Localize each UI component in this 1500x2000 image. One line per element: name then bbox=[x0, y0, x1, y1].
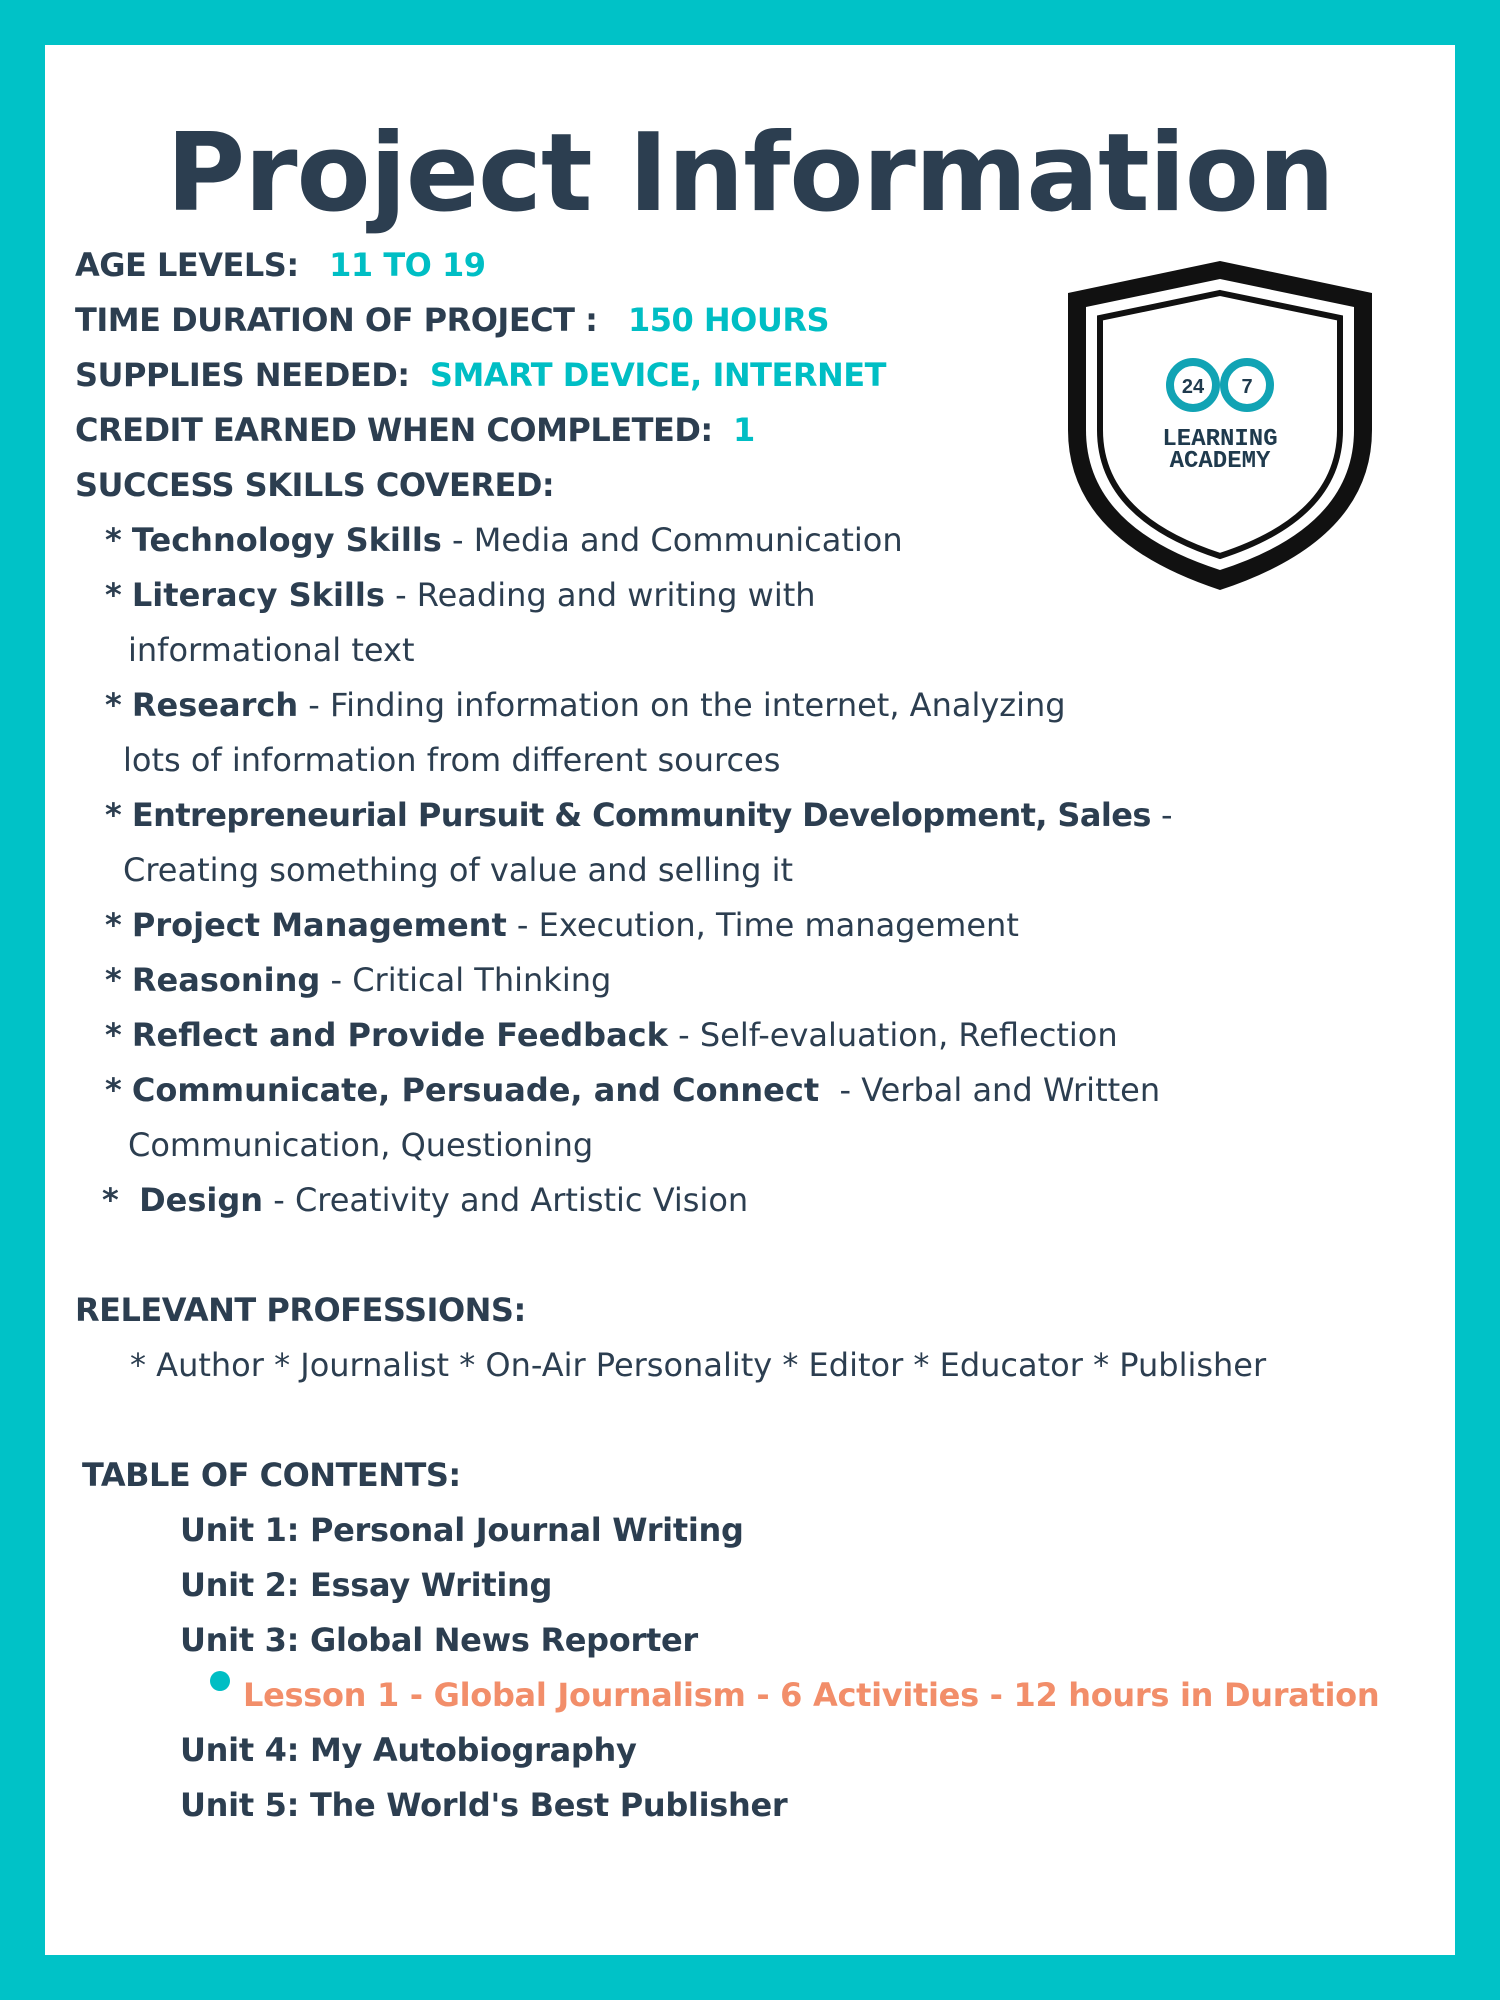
toc-unit: Unit 5: The World's Best Publisher bbox=[180, 1786, 788, 1824]
skill-description-continued: Communication, Questioning bbox=[128, 1126, 594, 1164]
skill-description: Critical Thinking bbox=[352, 961, 612, 999]
skill-bullet: * bbox=[102, 1181, 119, 1219]
toc-lesson: Lesson 1 - Global Journalism - 6 Activities - 12 hours in Duration bbox=[243, 1676, 1380, 1714]
skill-bullet: * bbox=[105, 521, 122, 559]
skill-description: Creativity and Artistic Vision bbox=[294, 1181, 749, 1219]
duration-label: TIME DURATION OF PROJECT : bbox=[75, 301, 598, 339]
skills-heading bbox=[75, 465, 554, 505]
skill-description: Reading and writing with bbox=[416, 576, 816, 614]
skill-name: Project Management bbox=[131, 906, 507, 944]
logo-number-left: 24 bbox=[1181, 376, 1205, 398]
duration-row bbox=[75, 300, 829, 340]
skill-item bbox=[105, 1015, 1118, 1055]
skill-name: Research bbox=[131, 686, 299, 724]
professions-heading-text: RELEVANT PROFESSIONS: bbox=[75, 1291, 526, 1329]
skill-item bbox=[105, 905, 1019, 945]
supplies-row bbox=[75, 355, 886, 395]
professions-heading bbox=[75, 1290, 526, 1330]
skill-separator: - bbox=[506, 906, 539, 944]
skill-description: Execution, Time management bbox=[538, 906, 1019, 944]
skill-item bbox=[105, 685, 1066, 725]
logo-text-line2: ACADEMY bbox=[1169, 448, 1271, 475]
credit-row bbox=[75, 410, 755, 450]
skill-description: Verbal and Written bbox=[861, 1071, 1161, 1109]
toc-unit: Unit 3: Global News Reporter bbox=[180, 1621, 698, 1659]
skill-name: Literacy Skills bbox=[131, 576, 385, 614]
logo-number-right: 7 bbox=[1241, 376, 1253, 398]
skill-bullet: * bbox=[105, 961, 122, 999]
supplies-label: SUPPLIES NEEDED: bbox=[75, 356, 410, 394]
skill-separator: - bbox=[298, 686, 331, 724]
skill-item bbox=[105, 1070, 1160, 1110]
logo-text-line1: LEARNING bbox=[1162, 426, 1278, 453]
supplies-value: SMART DEVICE, INTERNET bbox=[429, 356, 886, 394]
skill-separator: - bbox=[667, 1016, 700, 1054]
skill-item bbox=[105, 795, 1173, 835]
credit-label: CREDIT EARNED WHEN COMPLETED: bbox=[75, 411, 713, 449]
skill-description-continued: Creating something of value and selling it bbox=[123, 851, 794, 889]
skill-separator: - bbox=[263, 1181, 295, 1219]
skill-name: Entrepreneurial Pursuit & Community Development, Sales bbox=[131, 796, 1151, 834]
duration-value: 150 HOURS bbox=[627, 301, 830, 339]
skills-heading-text: SUCCESS SKILLS COVERED: bbox=[75, 466, 555, 504]
skill-name: Communicate, Persuade, and Connect bbox=[131, 1071, 820, 1109]
age-levels-value: 11 TO 19 bbox=[329, 246, 486, 284]
toc-unit: Unit 1: Personal Journal Writing bbox=[180, 1511, 744, 1549]
skill-item bbox=[105, 520, 903, 560]
skill-name: Technology Skills bbox=[131, 521, 442, 559]
skill-item bbox=[102, 1180, 748, 1220]
toc-unit: Unit 4: My Autobiography bbox=[180, 1731, 637, 1769]
skill-separator: - bbox=[320, 961, 353, 999]
document-frame bbox=[45, 45, 1455, 1955]
shield-logo-icon bbox=[1060, 255, 1380, 595]
toc-unit: Unit 2: Essay Writing bbox=[180, 1566, 553, 1604]
skill-description-continued: lots of information from different sources bbox=[123, 741, 781, 779]
toc-heading bbox=[82, 1455, 461, 1495]
skill-separator: - bbox=[441, 521, 474, 559]
skill-name: Reflect and Provide Feedback bbox=[131, 1016, 668, 1054]
age-levels-row bbox=[75, 245, 486, 285]
skill-bullet: * bbox=[105, 686, 122, 724]
skill-separator: - bbox=[1150, 796, 1173, 834]
page-title: Project Information bbox=[166, 111, 1334, 236]
skill-description: Finding information on the internet, Analyzing bbox=[330, 686, 1066, 724]
skill-bullet: * bbox=[105, 1016, 122, 1054]
skill-bullet: * bbox=[105, 796, 122, 834]
toc-heading-text: TABLE OF CONTENTS: bbox=[82, 1456, 461, 1494]
skill-description: Self-evaluation, Reflection bbox=[699, 1016, 1118, 1054]
skill-name: Reasoning bbox=[131, 961, 321, 999]
skill-item bbox=[105, 960, 611, 1000]
skill-description-continued: informational text bbox=[128, 631, 415, 669]
credit-value: 1 bbox=[733, 411, 755, 449]
skill-separator: - bbox=[819, 1071, 862, 1109]
skill-item bbox=[105, 575, 816, 615]
bullet-dot-icon bbox=[210, 1671, 230, 1691]
professions-list: * Author * Journalist * On-Air Personality * Editor * Educator * Publisher bbox=[130, 1346, 1267, 1384]
skill-bullet: * bbox=[105, 1071, 122, 1109]
skill-bullet: * bbox=[105, 576, 122, 614]
skill-name: Design bbox=[139, 1181, 264, 1219]
skill-description: Media and Communication bbox=[473, 521, 903, 559]
skill-separator: - bbox=[384, 576, 417, 614]
skill-bullet: * bbox=[105, 906, 122, 944]
age-levels-label: AGE LEVELS: bbox=[75, 246, 299, 284]
